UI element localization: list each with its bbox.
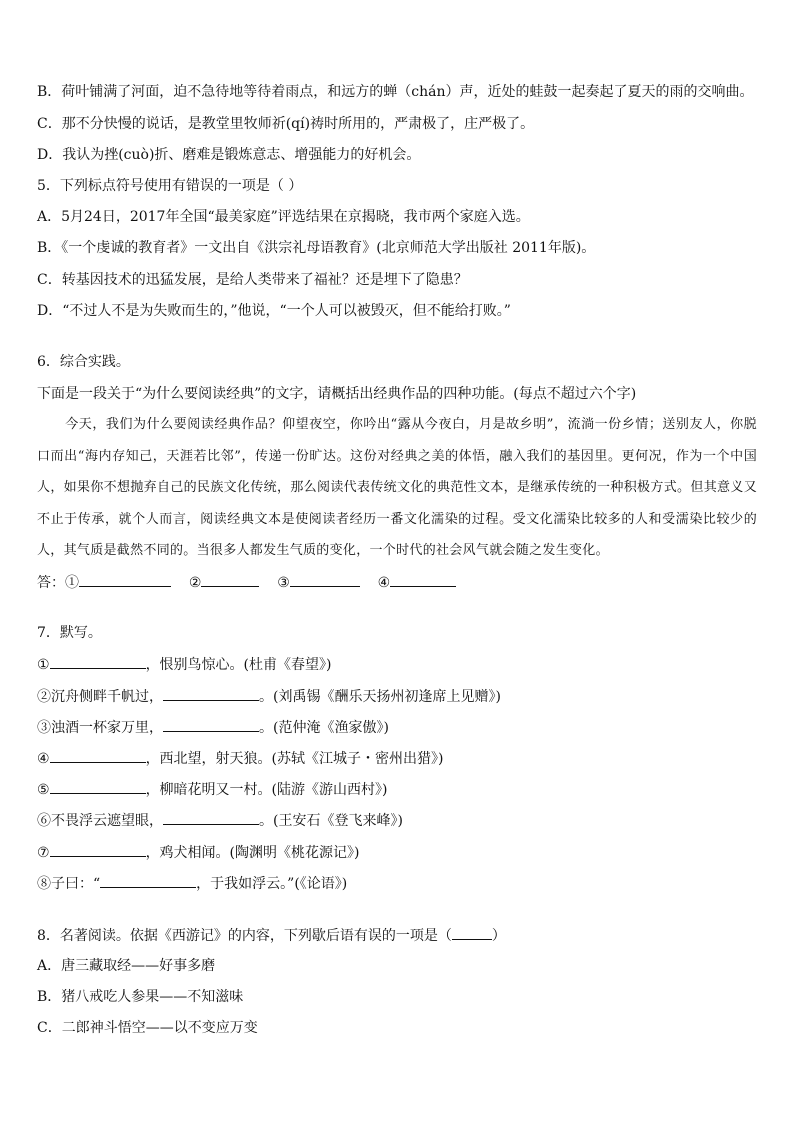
q7-item-6-post: 。(王安石《登飞来峰》) <box>259 813 403 829</box>
q7-item-2-pre: ②沉舟侧畔千帆过， <box>37 689 163 705</box>
q7-item-7-pre: ⑦ <box>37 845 50 861</box>
q4-option-c: C．那不分快慢的说话，是教堂里牧师祈(qí)祷时所用的，严肃极了，庄严极了。 <box>37 116 535 132</box>
q7-item-6-pre: ⑥不畏浮云遮望眼， <box>37 813 163 829</box>
q7-blank-1[interactable] <box>50 654 146 669</box>
answer-mark-1: ① <box>65 575 79 591</box>
q8-stem-post: ） <box>491 928 506 944</box>
answer-mark-3: ③ <box>277 575 290 591</box>
q7-blank-5[interactable] <box>50 779 146 794</box>
q7-item-3-pre: ③浊酒一杯家万里， <box>37 720 163 736</box>
answer-blank-4[interactable] <box>390 572 456 587</box>
q7-item-3-post: 。(范仲淹《渔家傲》) <box>259 720 389 736</box>
q7-item-4-post: ，西北望，射天狼。(苏轼《江城子・密州出猎》) <box>145 751 444 767</box>
q7-item-1 <box>37 654 332 675</box>
answer-blank-1[interactable] <box>79 572 171 587</box>
q7-blank-4[interactable] <box>50 748 146 763</box>
q7-item-8-post: ，于我如浮云。”(《论语》) <box>196 876 348 892</box>
q7-blank-2[interactable] <box>163 686 259 701</box>
q8-option-c: C．二郎神斗悟空——以不变应万变 <box>37 1020 258 1036</box>
q7-item-6 <box>37 810 403 831</box>
q8-answer-blank[interactable] <box>452 925 492 940</box>
q7-item-5-post: ，柳暗花明又一村。(陆游《游山西村》) <box>145 782 388 798</box>
q5-option-d: D．“不过人不是为失败而生的，”他说，“一个人可以被毁灭，但不能给打败。” <box>37 303 511 319</box>
q6-instruction: 下面是一段关于“为什么要阅读经典”的文字，请概括出经典作品的四种功能。(每点不超过六个字) <box>37 386 637 402</box>
q7-item-7 <box>37 842 360 863</box>
q5-option-b: B．《一个虔诚的教育者》一文出自《洪宗礼母语教育》(北京师范大学出版社 2011年版)。 <box>37 240 596 256</box>
q5-option-c: C．转基因技术的迅猛发展，是给人类带来了福祉？还是埋下了隐患？ <box>37 272 468 288</box>
q7-item-5 <box>37 779 388 800</box>
q6-passage-text: 今天，我们为什么要阅读经典作品？仰望夜空，你吟出“露从今夜白，月是故乡明”，流淌一份乡情；送别友人，你脱口而出“海内存知己，天涯若比邻”，传递一份旷达。这份对经典之美的体悟，融入我们的基因里。更何况，作为一个中国人，如果你不想抛弃自己的民族文化传统，那么阅读代表传统文化的典范性文本，是继承传统的一种积极方式。但其意义又不止于传承，就个人而言，阅读经典文本是使阅读者经历一番文化濡染的过程。受文化濡染比较多的人和受濡染比较少的人，其气质是截然不同的。当很多人都发生气质的变化，一个时代的社会风气就会随之发生变化。 <box>37 417 757 558</box>
q7-blank-3[interactable] <box>163 717 259 732</box>
answer-label: 答： <box>37 575 65 591</box>
q7-item-1-post: ，恨别鸟惊心。(杜甫《春望》) <box>145 657 332 673</box>
q7-item-5-pre: ⑤ <box>37 782 50 798</box>
q7-item-3 <box>37 717 389 738</box>
q6-passage <box>37 409 757 567</box>
q5-stem: 5．下列标点符号使用有错误的一项是（ ） <box>37 178 303 194</box>
q7-item-7-post: ，鸡犬相闻。(陶渊明《桃花源记》) <box>145 845 360 861</box>
answer-mark-4: ④ <box>377 575 391 591</box>
q4-option-b: B．荷叶铺满了河面，迫不急待地等待着雨点，和远方的蝉（chán）声，近处的蛙鼓一起奏起了夏天的雨的交响曲。 <box>37 84 754 100</box>
q7-item-2 <box>37 686 501 707</box>
q8-stem <box>37 925 506 946</box>
q4-option-d: D．我认为挫(cuò)折、磨难是锻炼意志、增强能力的好机会。 <box>37 147 421 163</box>
q7-blank-7[interactable] <box>50 842 146 857</box>
q7-blank-8[interactable] <box>100 873 196 888</box>
q7-item-2-post: 。(刘禹锡《酬乐天扬州初逢席上见赠》) <box>259 689 501 705</box>
q6-stem: 6．综合实践。 <box>37 354 130 370</box>
q7-stem: 7．默写。 <box>37 625 102 641</box>
q7-item-4 <box>37 748 444 769</box>
q7-item-8 <box>37 873 347 894</box>
answer-blank-2[interactable] <box>201 572 259 587</box>
q7-item-8-pre: ⑧子曰：“ <box>37 876 101 892</box>
q8-option-b: B．猪八戒吃人参果——不知滋味 <box>37 989 244 1005</box>
q5-option-a: A．5月24日，2017年全国“最美家庭”评选结果在京揭晓，我市两个家庭入选。 <box>37 209 530 225</box>
answer-blank-3[interactable] <box>290 572 360 587</box>
q7-item-4-pre: ④ <box>37 751 50 767</box>
q7-item-1-pre: ① <box>37 657 50 673</box>
q6-answer-line <box>37 572 456 593</box>
q8-stem-pre: 8．名著阅读。依据《西游记》的内容，下列歇后语有误的一项是（ <box>37 928 452 944</box>
q7-blank-6[interactable] <box>163 810 259 825</box>
answer-mark-2: ② <box>188 575 202 591</box>
q8-option-a: A．唐三藏取经——好事多磨 <box>37 958 216 974</box>
